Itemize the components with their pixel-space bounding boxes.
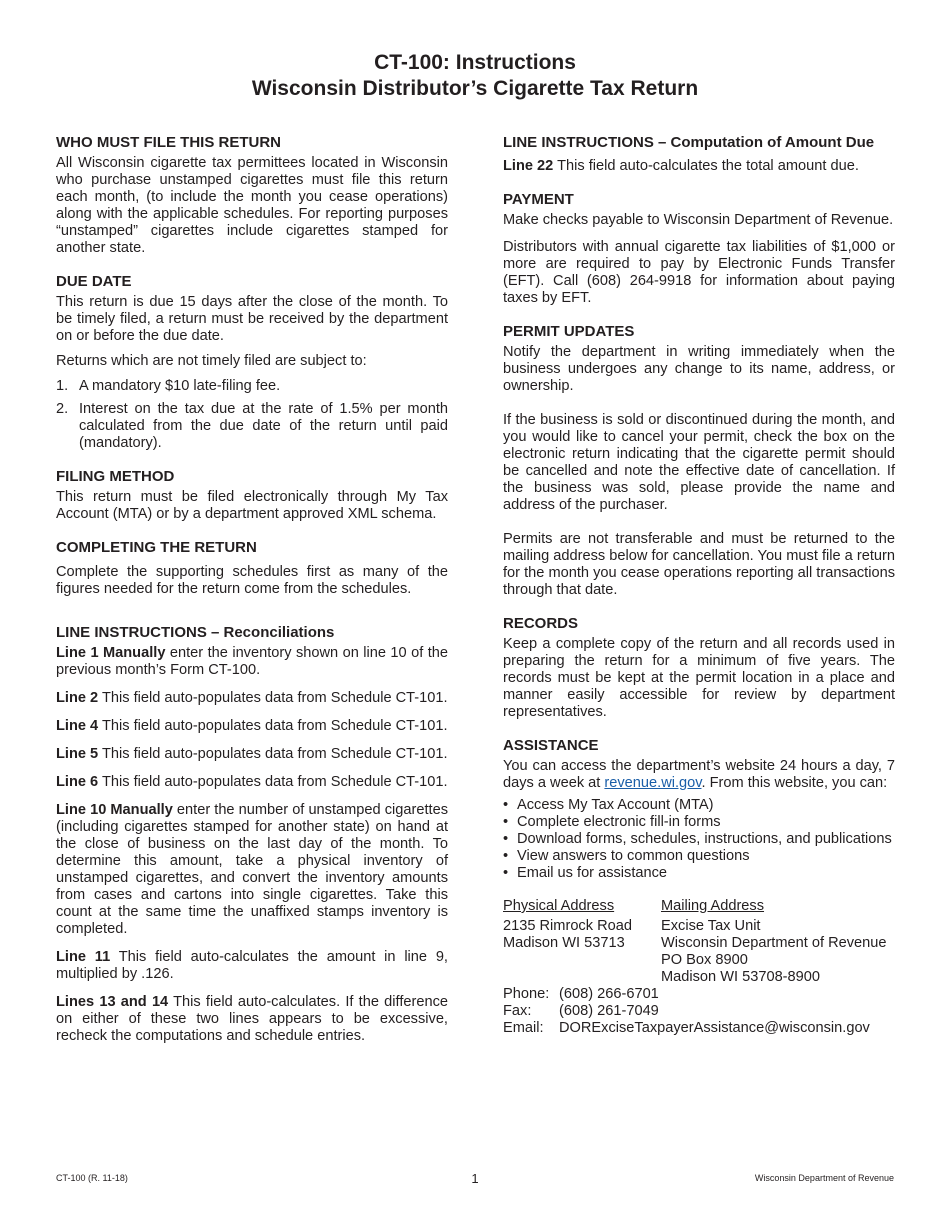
paragraph: All Wisconsin cigarette tax permittees located in Wisconsin who purchase unstamped cigarettes must file this return each month, (to include the month you cease operations) along with the applicable schedules. For reporting purposes “unstamped” cigarettes include cigarettes stamped for another state. <box>56 155 448 256</box>
address-line: 2135 Rimrock Road <box>503 918 632 934</box>
assistance-text: You can access the department’s website 24 hours a day, 7 days a week at <box>503 758 895 791</box>
address-line: Wisconsin Department of Revenue <box>661 935 887 951</box>
bullet-list <box>503 797 895 882</box>
line-instruction <box>503 158 895 175</box>
contact-label: Phone: <box>503 986 550 1002</box>
reconciliations-section <box>56 624 448 1045</box>
list-text: Access My Tax Account (MTA) <box>517 797 714 813</box>
line-text: This field auto-calculates the amount in line 9, multiplied by .126. <box>56 949 448 982</box>
contact-phone <box>503 986 895 1003</box>
bullet-icon: • <box>503 797 509 813</box>
paragraph <box>503 758 895 792</box>
paragraph: Make checks payable to Wisconsin Department of Revenue. <box>503 212 894 228</box>
line-label: Line 22 <box>503 158 554 174</box>
line-text: This field auto-populates data from Schedule CT-101. <box>98 690 448 706</box>
line-label: Line 4 <box>56 718 99 734</box>
line-label: Line 11 <box>56 949 111 965</box>
line-text: This field auto-populates data from Schedule CT-101. <box>98 774 448 790</box>
contact-label: Fax: <box>503 1003 532 1019</box>
contact-email <box>503 1020 895 1037</box>
section-heading: RECORDS <box>503 615 579 632</box>
revenue-website-link[interactable]: revenue.wi.gov <box>604 775 702 791</box>
paragraph: Permits are not transferable and must be returned to the mailing address below for cancellation. You must file a return for the month you cease operations reporting all transactions through that date. <box>503 531 895 598</box>
physical-address <box>503 898 661 986</box>
list-item <box>503 797 895 814</box>
line-instruction <box>56 718 448 735</box>
list-text: A mandatory $10 late-filing fee. <box>79 378 281 394</box>
section-heading: FILING METHOD <box>56 468 175 485</box>
paragraph: This return is due 15 days after the close of the month. To be timely filed, a return must be received by the department on or before the due date. <box>56 294 448 344</box>
section-heading: DUE DATE <box>56 273 132 290</box>
address-block <box>503 898 895 986</box>
assistance-text: . From this website, you can: <box>701 775 888 791</box>
page-number: 1 <box>471 1171 479 1186</box>
line-text: enter the inventory shown on line 10 of the previous month’s Form CT-100. <box>56 645 449 678</box>
address-line: Madison WI 53708-8900 <box>661 969 821 985</box>
completing-return-section <box>56 539 448 598</box>
contact-value: (608) 261-7049 <box>559 1003 659 1019</box>
bullet-icon: • <box>503 865 509 881</box>
line-instruction <box>56 690 448 707</box>
contact-value: DORExciseTaxpayerAssistance@wisconsin.gov <box>559 1020 870 1036</box>
address-line: PO Box 8900 <box>661 952 748 968</box>
title-line-2: Wisconsin Distributor’s Cigarette Tax Return <box>251 77 699 100</box>
contact-fax <box>503 1003 895 1020</box>
line-instruction <box>56 994 448 1045</box>
line-text: enter the number of unstamped cigarettes (including cigarettes stamped for another state) on hand at the close of business on the last day of the month. To determine this amount, take a physical inventory of unstamped cigarettes, and convert the inventory amounts from cases and cartons into single cigarettes. Take this count at the same time the unaffixed stamps inventory is completed. <box>56 802 448 937</box>
address-heading: Mailing Address <box>661 898 765 914</box>
line-label: Line 6 <box>56 774 99 790</box>
section-heading: WHO MUST FILE THIS RETURN <box>56 134 281 151</box>
permit-updates-section <box>503 323 895 599</box>
section-heading: PERMIT UPDATES <box>503 323 635 340</box>
paragraph: Distributors with annual cigarette tax liabilities of $1,000 or more are required to pay by Electronic Funds Transfer (EFT). Call (608) 264-9918 for information about paying taxes by EFT. <box>503 239 895 306</box>
line-text: This field auto-calculates the total amount due. <box>553 158 859 174</box>
computation-section <box>503 134 895 175</box>
line-text: This field auto-calculates. If the difference on either of these two lines appears to be excessive, recheck the computations and schedule entries. <box>56 994 448 1044</box>
list-item <box>503 831 895 848</box>
numbered-list <box>56 378 448 452</box>
paragraph: Complete the supporting schedules first as many of the figures needed for the return come from the schedules. <box>56 564 448 597</box>
section-heading: ASSISTANCE <box>503 737 599 754</box>
bullet-icon: • <box>503 848 509 864</box>
paragraph: Returns which are not timely filed are subject to: <box>56 353 367 369</box>
list-number: 1. <box>56 378 69 394</box>
due-date-section <box>56 273 448 452</box>
list-item <box>56 401 448 452</box>
paragraph: Notify the department in writing immediately when the business undergoes any change to its name, address, or ownership. <box>503 344 895 394</box>
section-heading: COMPLETING THE RETURN <box>56 539 257 556</box>
line-label: Line 5 <box>56 746 99 762</box>
list-item <box>503 865 895 882</box>
line-instruction <box>56 774 448 791</box>
line-label: Line 10 Manually <box>56 802 173 818</box>
line-label: Line 2 <box>56 690 99 706</box>
section-heading: LINE INSTRUCTIONS – Computation of Amount Due <box>503 134 875 151</box>
address-line: Excise Tax Unit <box>661 918 761 934</box>
line-instruction <box>56 802 448 938</box>
line-instruction <box>56 746 448 763</box>
address-line: Madison WI 53713 <box>503 935 625 951</box>
title-line-1: CT-100: Instructions <box>374 51 576 74</box>
contact-block <box>503 986 895 1037</box>
who-must-file-section <box>56 134 448 257</box>
paragraph: If the business is sold or discontinued during the month, and you would like to cancel your permit, check the box on the electronic return indicating that the cigarette permit should be cancelled and note the effective date of cancellation. If the business was sold, please provide the name and address of the purchaser. <box>503 412 895 513</box>
department-footer: Wisconsin Department of Revenue <box>754 1173 894 1183</box>
line-instruction <box>56 949 448 983</box>
paragraph: Keep a complete copy of the return and all records used in preparing the return for a minimum of five years. The records must be kept at the permit location in a place and manner easily accessible for review by department representatives. <box>503 636 895 720</box>
section-heading: PAYMENT <box>503 191 574 208</box>
contact-value: (608) 266-6701 <box>559 986 659 1002</box>
list-text: Download forms, schedules, instructions, and publications <box>517 831 892 847</box>
records-section <box>503 615 895 721</box>
mailing-address <box>661 898 887 986</box>
address-heading: Physical Address <box>503 898 615 914</box>
line-label: Line 1 Manually <box>56 645 166 661</box>
bullet-icon: • <box>503 814 509 830</box>
line-text: This field auto-populates data from Schedule CT-101. <box>98 746 448 762</box>
bullet-icon: • <box>503 831 509 847</box>
list-text: Interest on the tax due at the rate of 1.5% per month calculated from the due date of the return until paid (mandatory). <box>79 401 448 451</box>
list-text: Email us for assistance <box>517 865 668 881</box>
list-item <box>56 378 448 395</box>
form-revision-footer: CT-100 (R. 11-18) <box>56 1173 128 1183</box>
list-item <box>503 848 895 865</box>
list-text: Complete electronic fill-in forms <box>517 814 721 830</box>
contact-label: Email: <box>503 1020 544 1036</box>
list-item <box>503 814 895 831</box>
right-column <box>503 134 895 1053</box>
left-column <box>56 134 448 1061</box>
payment-section <box>503 191 895 307</box>
list-number: 2. <box>56 401 69 417</box>
filing-method-section <box>56 468 448 523</box>
line-label: Lines 13 and 14 <box>56 994 169 1010</box>
assistance-section <box>503 737 895 1037</box>
line-instruction <box>56 645 448 679</box>
paragraph: This return must be filed electronically through My Tax Account (MTA) or by a department approved XML schema. <box>56 489 448 522</box>
page-title <box>0 50 950 102</box>
line-text: This field auto-populates data from Schedule CT-101. <box>98 718 448 734</box>
section-heading: LINE INSTRUCTIONS – Reconciliations <box>56 624 335 641</box>
list-text: View answers to common questions <box>517 848 750 864</box>
